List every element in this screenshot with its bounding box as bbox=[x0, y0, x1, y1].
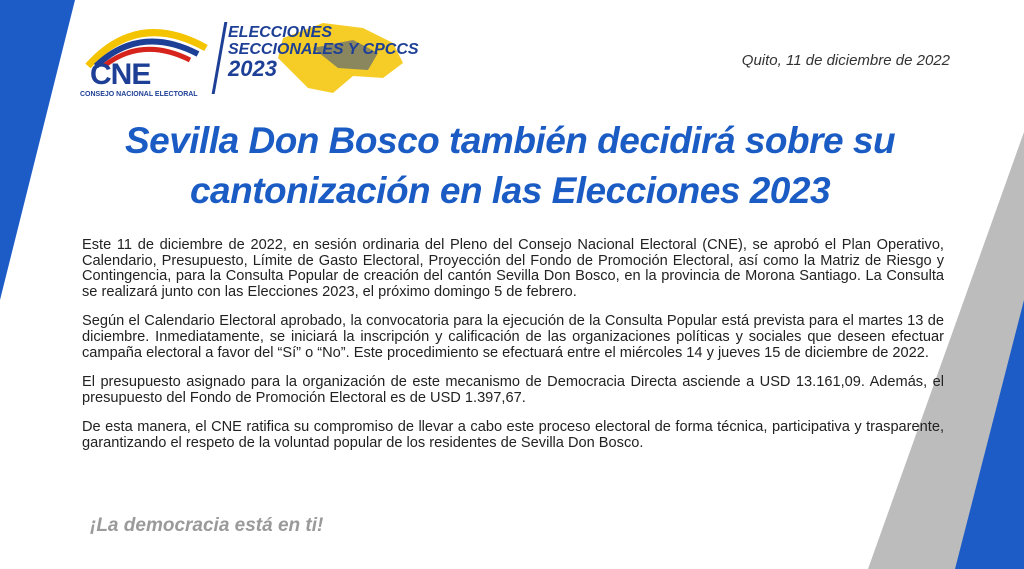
cne-acronym: CNE bbox=[90, 58, 151, 91]
article-body bbox=[82, 238, 944, 466]
paragraph-4: De esta manera, el CNE ratifica su compromiso de llevar a cabo este proceso electoral de forma técnica, participativa y trasparente, garantizando el respeto de la voluntad popular de los residentes de Sevilla Don Bosco. bbox=[82, 419, 944, 451]
headline bbox=[120, 116, 900, 216]
election-year: 2023 bbox=[228, 56, 277, 81]
paragraph-2: Según el Calendario Electoral aprobado, la convocatoria para la ejecución de la Consulta Popular está prevista para el martes 13 de diciembre. Inmediatamente, se iniciará la inscripción y calificación de las organizaciones políticas y sociales que deseen efectuar campaña electoral a favor del “Sí” o “No”. Este procedimiento se efectuará entre el miércoles 14 y jueves 15 de diciembre de 2022. bbox=[82, 313, 944, 361]
headline-line-1: Sevilla Don Bosco también decidirá sobre su bbox=[124, 120, 896, 161]
release-date: Quito, 11 de diciembre de 2022 bbox=[741, 52, 950, 69]
election-line-1: ELECCIONES bbox=[228, 24, 333, 41]
cne-full-name: CONSEJO NACIONAL ELECTORAL bbox=[80, 91, 198, 98]
paragraph-1: Este 11 de diciembre de 2022, en sesión ordinaria del Pleno del Consejo Nacional Electoral (CNE), se aprobó el Plan Operativo, Calendario, Presupuesto, Límite de Gasto Electoral, Proyección del Fondo de Promoción Electoral, así como la Matriz de Riesgo y Contingencia, para la Consulta Popular de creación del cantón Sevilla Don Bosco, en la provincia de Morona Santiago. La Consulta se realizará junto con las Elecciones 2023, el próximo domingo 5 de febrero. bbox=[82, 237, 944, 300]
header-logo bbox=[78, 18, 419, 108]
paragraph-3: El presupuesto asignado para la organización de este mecanismo de Democracia Directa asciende a USD 13.161,09. Además, el presupuesto del Fondo de Promoción Electoral es de USD 1.397,67. bbox=[82, 374, 944, 406]
headline-line-2: cantonización en las Elecciones 2023 bbox=[189, 170, 831, 211]
election-line-2: SECCIONALES Y CPCCS bbox=[228, 41, 419, 58]
election-title bbox=[228, 24, 419, 80]
left-blue-stripe bbox=[0, 0, 75, 300]
slogan: ¡La democracia está en ti! bbox=[90, 515, 324, 536]
